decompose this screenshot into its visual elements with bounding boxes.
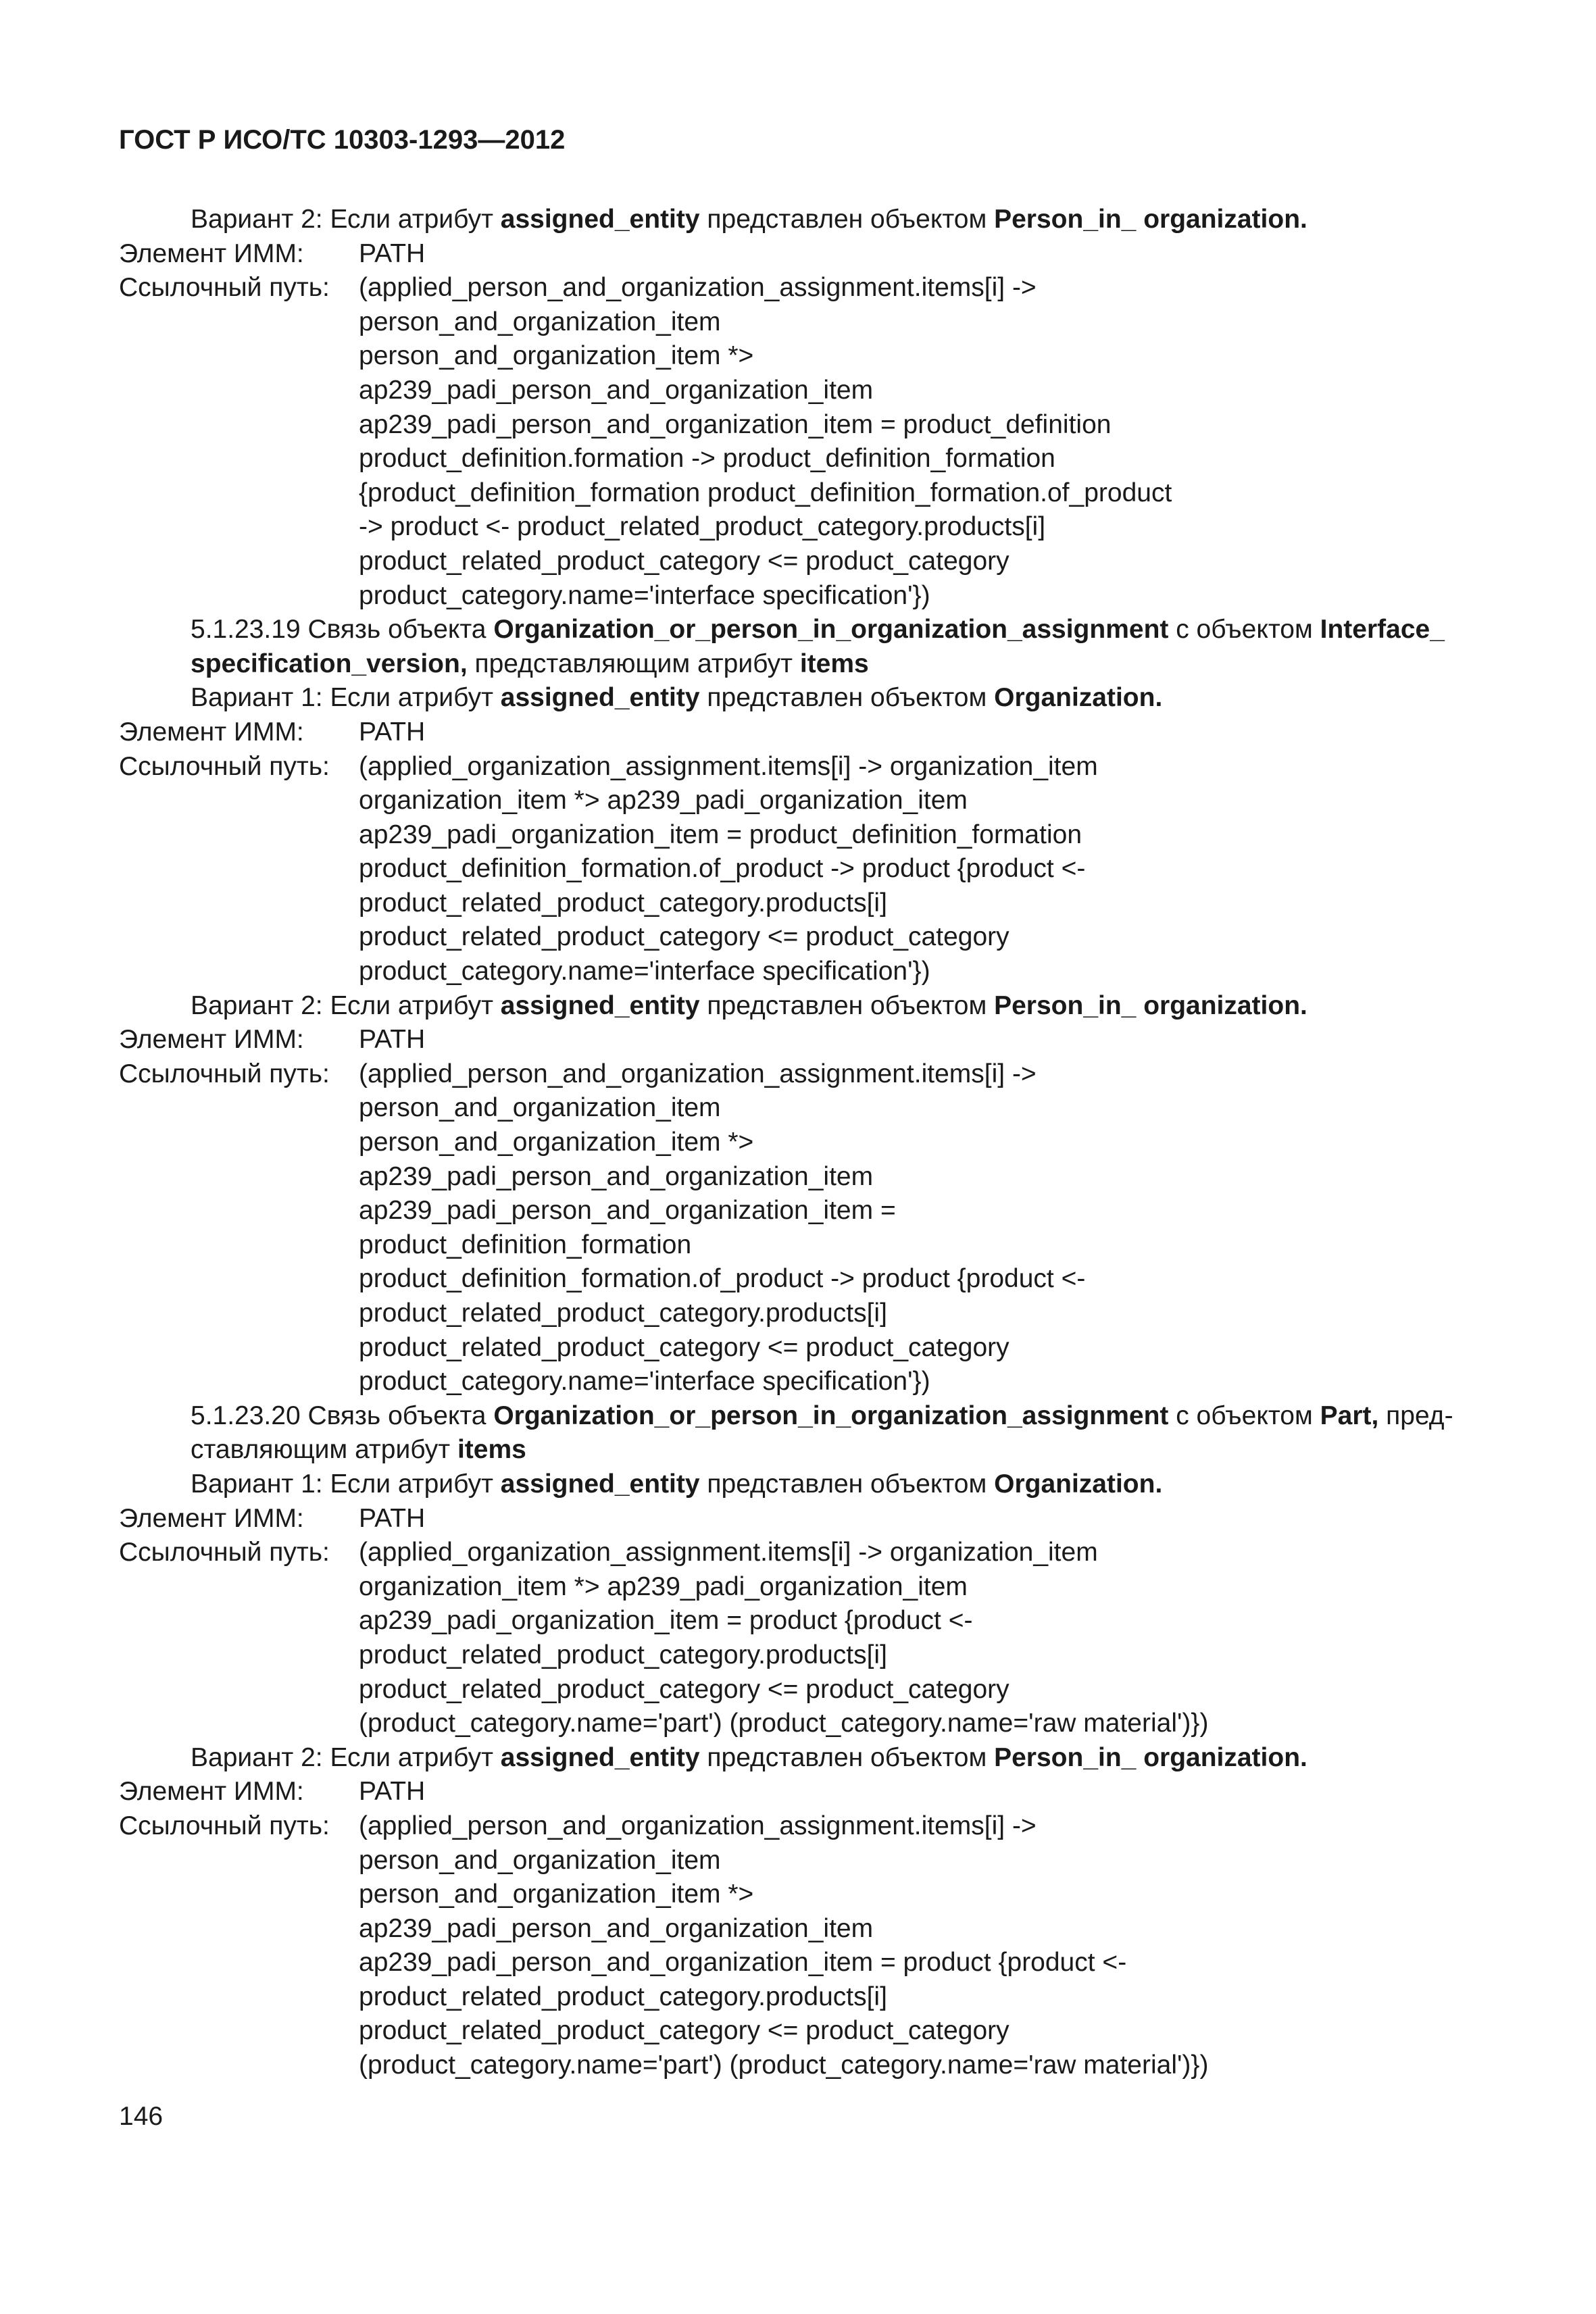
section-5-1-23-19 <box>119 613 1477 1399</box>
variant-entity: Organization. <box>994 683 1163 713</box>
variant-block <box>119 1741 1477 2083</box>
ref-path-value <box>359 271 1477 613</box>
path-line: person_and_organization_item *> <box>359 1128 754 1157</box>
heading-text: с объектом <box>1168 1401 1320 1430</box>
heading-text: представляющим атрибут <box>191 1401 1453 1465</box>
variant-entity: Organization. <box>994 1469 1163 1499</box>
path-line: product_related_product_category.products[i] <box>359 1982 887 2011</box>
element-label: Элемент ИММ: <box>119 1777 304 1807</box>
variant-block <box>119 681 1477 988</box>
heading-object: Organization_or_person_in_organization_assignment <box>493 1401 1169 1430</box>
path-line: product_category.name='interface specification'}) <box>359 957 930 986</box>
variant-attr: assigned_entity <box>500 205 700 234</box>
element-value: PATH <box>359 238 426 268</box>
ref-path-label: Ссылочный путь: <box>119 273 330 303</box>
element-label: Элемент ИММ: <box>119 238 304 268</box>
heading-text: с объектом <box>1168 615 1320 645</box>
page-number: 146 <box>119 2102 164 2131</box>
path-line: ap239_padi_person_and_organization_item <box>359 375 874 405</box>
page-content <box>119 203 1477 2083</box>
element-row <box>119 715 1477 750</box>
section-heading <box>119 613 1477 681</box>
variant-prefix: Вариант 1: Если атрибут <box>191 683 501 713</box>
element-label: Элемент ИММ: <box>119 1025 304 1055</box>
path-line: {product_definition_formation product_definition_formation.of_product <box>359 478 1172 507</box>
heading-target: Interface_ specification_version, <box>191 615 1445 678</box>
variant-mid: представлен объектом <box>699 205 995 234</box>
heading-text: представляющим атрибут <box>467 649 800 678</box>
heading-attr: items <box>799 649 869 678</box>
ref-path-row <box>119 1809 1477 2083</box>
path-line: ap239_padi_person_and_organization_item = <box>359 1196 896 1226</box>
path-line: ap239_padi_person_and_organization_item <box>359 1913 874 1943</box>
heading-text: Связь объекта <box>307 615 494 645</box>
element-value: PATH <box>359 717 426 747</box>
path-line: organization_item *> ap239_padi_organization_item <box>359 786 968 815</box>
element-value: PATH <box>359 1777 426 1807</box>
ref-path-label: Ссылочный путь: <box>119 1538 330 1567</box>
variant-line <box>119 989 1477 1024</box>
path-line: (applied_person_and_organization_assignment.items[i] -> <box>359 1059 1037 1088</box>
ref-path-label: Ссылочный путь: <box>119 1811 330 1840</box>
element-row <box>119 237 1477 272</box>
variant-prefix: Вариант 1: Если атрибут <box>191 1469 501 1499</box>
path-line: (applied_organization_assignment.items[i] -> organization_item <box>359 751 1098 781</box>
variant-entity: Person_in_ organization. <box>994 1742 1307 1772</box>
element-row <box>119 1775 1477 1809</box>
heading-attr: items <box>457 1435 526 1465</box>
path-line: product_category.name='interface specification'}) <box>359 1367 930 1397</box>
variant-attr: assigned_entity <box>500 990 700 1020</box>
variant-line <box>119 681 1477 715</box>
ref-path-label: Ссылочный путь: <box>119 751 330 781</box>
ref-path-value <box>359 1057 1477 1399</box>
path-line: product_definition_formation <box>359 1230 692 1259</box>
ref-path-value <box>359 1809 1477 2083</box>
variant-prefix: Вариант 2: Если атрибут <box>191 990 501 1020</box>
path-line: person_and_organization_item *> <box>359 341 754 371</box>
path-line: product_definition.formation -> product_definition_formation <box>359 444 1055 474</box>
path-line: ap239_padi_person_and_organization_item <box>359 1161 874 1191</box>
variant-line <box>119 1741 1477 1776</box>
path-line: (product_category.name='part') (product_category.name='raw material')}) <box>359 2051 1209 2080</box>
variant-line <box>119 1467 1477 1502</box>
path-line: ap239_padi_organization_item = product_definition_formation <box>359 820 1082 849</box>
ref-path-row <box>119 750 1477 989</box>
path-line: (applied_person_and_organization_assignment.items[i] -> <box>359 273 1037 303</box>
heading-text: Связь объекта <box>307 1401 494 1430</box>
variant-mid: представлен объектом <box>699 990 995 1020</box>
variant-entity: Person_in_ organization. <box>994 205 1307 234</box>
variant-mid: представлен объектом <box>699 1742 995 1772</box>
element-row <box>119 1023 1477 1057</box>
path-line: (applied_person_and_organization_assignment.items[i] -> <box>359 1811 1037 1840</box>
element-value: PATH <box>359 1503 426 1533</box>
path-line: product_related_product_category <= product_category <box>359 1332 1009 1362</box>
section-5-1-23-20 <box>119 1399 1477 2083</box>
ref-path-row <box>119 1536 1477 1741</box>
path-line: ap239_padi_person_and_organization_item = product_definition <box>359 409 1112 439</box>
variant-prefix: Вариант 2: Если атрибут <box>191 205 501 234</box>
path-line: product_related_product_category.products[i] <box>359 1640 887 1669</box>
variant-line <box>119 203 1477 237</box>
path-line: ap239_padi_organization_item = product {product <- <box>359 1606 973 1636</box>
section-heading <box>119 1399 1477 1467</box>
ref-path-row <box>119 271 1477 613</box>
ref-path-label: Ссылочный путь: <box>119 1059 330 1088</box>
path-line: product_related_product_category <= product_category <box>359 922 1009 952</box>
section-number: 5.1.23.20 <box>191 1401 308 1430</box>
section-number: 5.1.23.19 <box>191 615 308 645</box>
variant-block <box>119 989 1477 1399</box>
path-line: product_definition_formation.of_product -> product {product <- <box>359 1264 1086 1294</box>
variant-prefix: Вариант 2: Если атрибут <box>191 1742 501 1772</box>
variant-block <box>119 1467 1477 1741</box>
path-line: product_related_product_category <= product_category <box>359 2016 1009 2046</box>
ref-path-value <box>359 1536 1477 1741</box>
variant-mid: представлен объектом <box>699 1469 995 1499</box>
element-label: Элемент ИММ: <box>119 1503 304 1533</box>
heading-target: Part, <box>1320 1401 1379 1430</box>
path-line: organization_item *> ap239_padi_organization_item <box>359 1571 968 1601</box>
variant-entity: Person_in_ organization. <box>994 990 1307 1020</box>
path-line: product_related_product_category <= product_category <box>359 546 1009 576</box>
variant-attr: assigned_entity <box>500 1742 700 1772</box>
path-line: person_and_organization_item <box>359 1093 721 1123</box>
path-line: person_and_organization_item *> <box>359 1880 754 1909</box>
path-line: ap239_padi_person_and_organization_item = product {product <- <box>359 1948 1127 1978</box>
path-line: person_and_organization_item <box>359 307 721 336</box>
element-label: Элемент ИММ: <box>119 717 304 747</box>
variant-attr: assigned_entity <box>500 1469 700 1499</box>
element-value: PATH <box>359 1025 426 1055</box>
variant-attr: assigned_entity <box>500 683 700 713</box>
path-line: product_related_product_category <= product_category <box>359 1674 1009 1704</box>
path-line: (applied_organization_assignment.items[i] -> organization_item <box>359 1538 1098 1567</box>
path-line: -> product <- product_related_product_category.products[i] <box>359 512 1046 542</box>
path-line: product_category.name='interface specification'}) <box>359 580 930 610</box>
path-line: product_definition_formation.of_product -> product {product <- <box>359 854 1086 884</box>
variant-block <box>119 203 1477 613</box>
variant-mid: представлен объектом <box>699 683 995 713</box>
ref-path-row <box>119 1057 1477 1399</box>
element-row <box>119 1502 1477 1536</box>
heading-object: Organization_or_person_in_organization_assignment <box>493 615 1169 645</box>
path-line: product_related_product_category.products[i] <box>359 1299 887 1328</box>
document-header: ГОСТ Р ИСО/ТС 10303-1293—2012 <box>119 125 566 155</box>
path-line: product_related_product_category.products[i] <box>359 888 887 917</box>
path-line: (product_category.name='part') (product_category.name='raw material')}) <box>359 1709 1209 1738</box>
path-line: person_and_organization_item <box>359 1845 721 1875</box>
ref-path-value <box>359 750 1477 989</box>
